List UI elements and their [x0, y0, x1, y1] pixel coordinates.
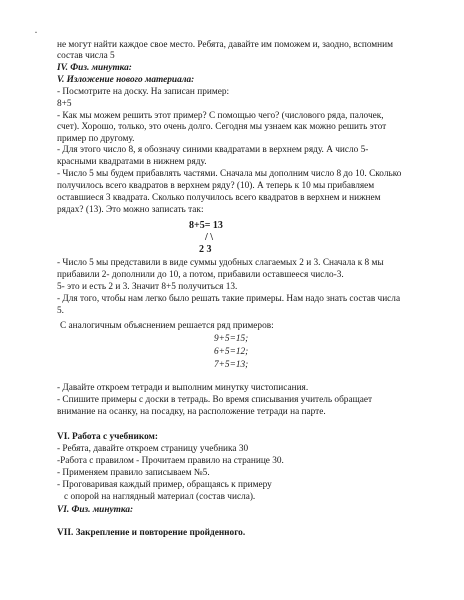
text-line: - Число 5 мы представили в виде суммы удобных слагаемых 2 и 3. Сначала к 8 мы — [57, 258, 384, 268]
example-split-terms: 2 3 — [199, 244, 212, 255]
text-line: оставшиеся 3 квадрата. Сколько получилось всего квадратов в верхнем и нижнем — [57, 193, 381, 203]
text-line: С аналогичным объяснением решается ряд примеров: — [60, 321, 274, 331]
text-line: - Число 5 мы будем прибавлять частями. Сначала мы дополним число 8 до 10. Сколько — [57, 169, 402, 179]
text-line: -Работа с правилом - Прочитаем правило на странице 30. — [57, 456, 284, 466]
text-line: рядах? (13). Это можно записать так: — [57, 205, 204, 215]
text-line: красными квадратами в нижнем ряду. — [57, 157, 207, 167]
section-heading: IV. Физ. минутка: — [57, 63, 132, 73]
text-line: 8+5 — [57, 99, 72, 109]
text-line: - Как мы можем решить этот пример? С помощью чего? (числового ряда, палочек, — [57, 111, 384, 121]
example-split-slashes: / \ — [205, 232, 214, 243]
text-line: - Посмотрите на доску. На записан пример: — [57, 87, 230, 97]
text-line: - Для того, чтобы нам легко было решать такие примеры. Нам надо знать состав числа — [57, 294, 401, 304]
example-line: 6+5=12; — [214, 347, 249, 357]
text-line: - Проговаривая каждый пример, обращаясь к примеру — [57, 480, 272, 490]
text-line: 5. — [57, 306, 64, 316]
text-line: прибавили 2- дополнили до 10, а потом, прибавили оставшееся число-3. — [57, 270, 344, 280]
text-line: состав числа 5 — [57, 51, 115, 61]
text-line: пример по другому. — [57, 134, 135, 144]
text-line: - Спишите примеры с доски в тетрадь. Во время списывания учитель обращает — [57, 395, 373, 405]
text-line: не могут найти каждое свое место. Ребята, давайте им поможем и, заодно, вспомним — [57, 40, 394, 50]
text-line: - Давайте откроем тетради и выполним минутку чистописания. — [57, 383, 309, 393]
text-line: счет). Хорошо, только, это очень долго. Сегодня мы узнаем как можно решить этот — [57, 122, 387, 132]
text-line: внимание на осанку, на посадку, на расположение тетради на парте. — [57, 407, 326, 417]
example-equation: 8+5= 13 — [189, 220, 223, 231]
text-line: - Для этого число 8, я обозначу синими квадратами в верхнем ряду. А число 5- — [57, 145, 369, 155]
example-line: 9+5=15; — [214, 334, 249, 344]
text-line: получилось всего квадратов в верхнем ряду? (10). А теперь к 10 мы прибавляем — [57, 181, 375, 191]
text-line: - Применяем правило записываем №5. — [57, 468, 210, 478]
section-heading: VI. Физ. минутка: — [57, 505, 134, 515]
text-line: - Ребята, давайте откроем страницу учебника 30 — [57, 444, 249, 454]
section-heading: VI. Работа с учебником: — [57, 432, 158, 442]
scan-corner-mark: · — [34, 25, 38, 39]
section-heading: V. Изложение нового материала: — [57, 75, 195, 85]
text-line: с опорой на наглядный материал (состав числа). — [64, 492, 256, 502]
section-heading: VII. Закрепление и повторение пройденного. — [57, 528, 246, 538]
text-line: 5- это и есть 2 и 3. Значит 8+5 получиться 13. — [57, 282, 238, 292]
example-line: 7+5=13; — [214, 360, 249, 370]
